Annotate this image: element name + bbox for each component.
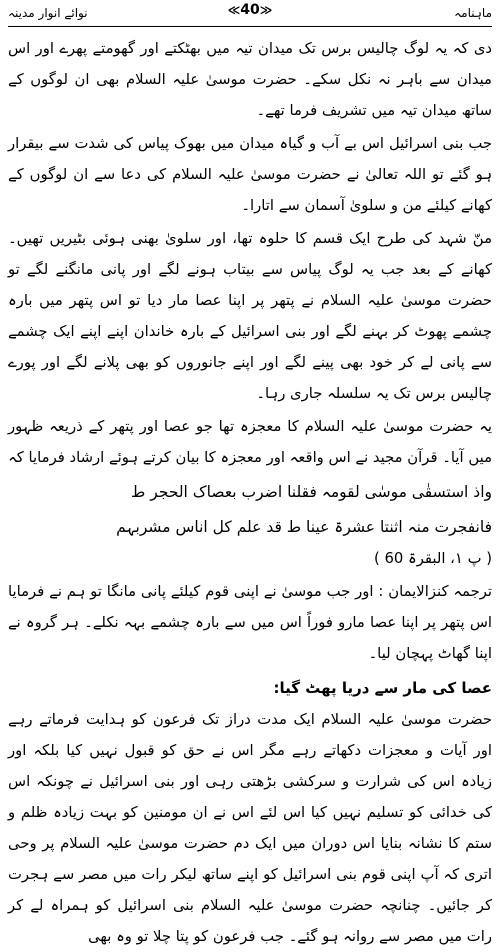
quran-verse-line-2: فانفجرت منہ اثنتا عشرۃ عینا ط قد علم کل اناس مشربہم bbox=[116, 518, 492, 536]
paragraph-4: یہ حضرت موسیٰ علیہ السلام کا معجزہ تھا جو عصا اور پتھر کے ذریعہ ظہور میں آیا۔ قرآن مجید نے اس واقعہ اور معجزہ کا بیان کرتے ہوئے ارشاد فرمایا کہ bbox=[8, 418, 492, 466]
article-body bbox=[8, 27, 492, 952]
page-header bbox=[8, 0, 492, 27]
paragraph-1: دی کہ یہ لوگ چالیس برس تک میدان تیہ میں بھٹکتے اور گھومتے پھرے اور اس میدان سے باہر نہ نکل سکے۔ حضرت موسیٰ علیہ السلام بھی ان لوگوں کے ساتھ میدان تیہ میں تشریف فرما تھے۔ bbox=[8, 40, 492, 119]
paragraph-5: حضرت موسیٰ علیہ السلام ایک مدت دراز تک فرعون کو ہدایت فرماتے رہے اور آیات و معجزات دکھاتے رہے مگر اس نے حق کو قبول نہیں کیا بلکہ اور زیادہ اس کی شرارت و سرکشی بڑھتی رہی اور بنی اسرائیل نے چونکہ اس کی خدائی کو تسلیم نہیں کیا اس لئے اس نے ان مومنین کو بہت زیادہ ظلم و ستم کا نشانہ بنایا اس دوران میں ایک دم حضرت موسیٰ علیہ السلام پر وحی اتری کہ آپ اپنی قوم بنی اسرائیل کو اپنے ساتھ لیکر رات میں مصر سے ہجرت کر جائیں۔ چنانچہ حضرت موسیٰ علیہ السلام بنی اسرائیل کو ہمراہ لے کر رات میں مصر سے روانہ ہو گئے۔ جب فرعون کو پتا چلا تو وہ بھی bbox=[8, 711, 492, 945]
verse-reference: ( پ ۱، البقرۃ 60 ) bbox=[374, 550, 492, 567]
ornament-left-icon: ≪ bbox=[227, 3, 241, 17]
translation-paragraph: ترجمہ کنزالایمان : اور جب موسیٰ نے اپنی قوم کیلئے پانی مانگا تو ہم نے فرمایا اس پتھر پر اپنا عصا مارو فوراً اس میں سے بارہ چشمے بہہ نکلے۔ ہر گروہ نے اپنا گھاٹ پہچان لیا۔ bbox=[8, 583, 492, 662]
quran-verse-line-1: واذ استسقٰی موسٰی لقومہ فقلنا اضرب بعصاک الحجر ط bbox=[131, 483, 492, 501]
ornament-right-icon: ≫ bbox=[259, 3, 273, 17]
magazine-name: ماہنامہ bbox=[454, 6, 492, 20]
paragraph-2: جب بنی اسرائیل اس بے آب و گیاہ میدان میں بھوک پیاس کی شدت سے بیقرار ہو گئے تو اللہ تعالیٰ نے حضرت موسیٰ علیہ السلام کی دعا سے ان لوگوں کے کھانے کیلئے من و سلویٰ آسمان سے اتارا۔ bbox=[8, 135, 492, 214]
section-heading: عصا کی مار سے دریا پھٹ گیا: bbox=[273, 679, 492, 697]
page-number: ≪40≫ bbox=[227, 2, 273, 18]
paragraph-3: منّ شہد کی طرح ایک قسم کا حلوہ تھا، اور سلویٰ بھنی ہوئی بٹیریں تھیں۔ کھانے کے بعد جب یہ لوگ پیاس سے بیتاب ہونے لگے اور پانی مانگنے لگے تو حضرت موسیٰ علیہ السلام نے پتھر پر اپنا عصا مار دیا تو اس پتھر میں بارہ چشمے پھوٹ کر بہنے لگے اور بنی اسرائیل کے بارہ خاندان اپنے اپنے ایک چشمے سے پانی لے کر خود بھی پینے لگے اور اپنے جانوروں کو بھی پلانے لگے اور پورے چالیس برس تک یہ سلسلہ جاری رہا۔ bbox=[8, 230, 492, 402]
magazine-subtitle: نوائے انوار مدینہ bbox=[8, 6, 88, 20]
